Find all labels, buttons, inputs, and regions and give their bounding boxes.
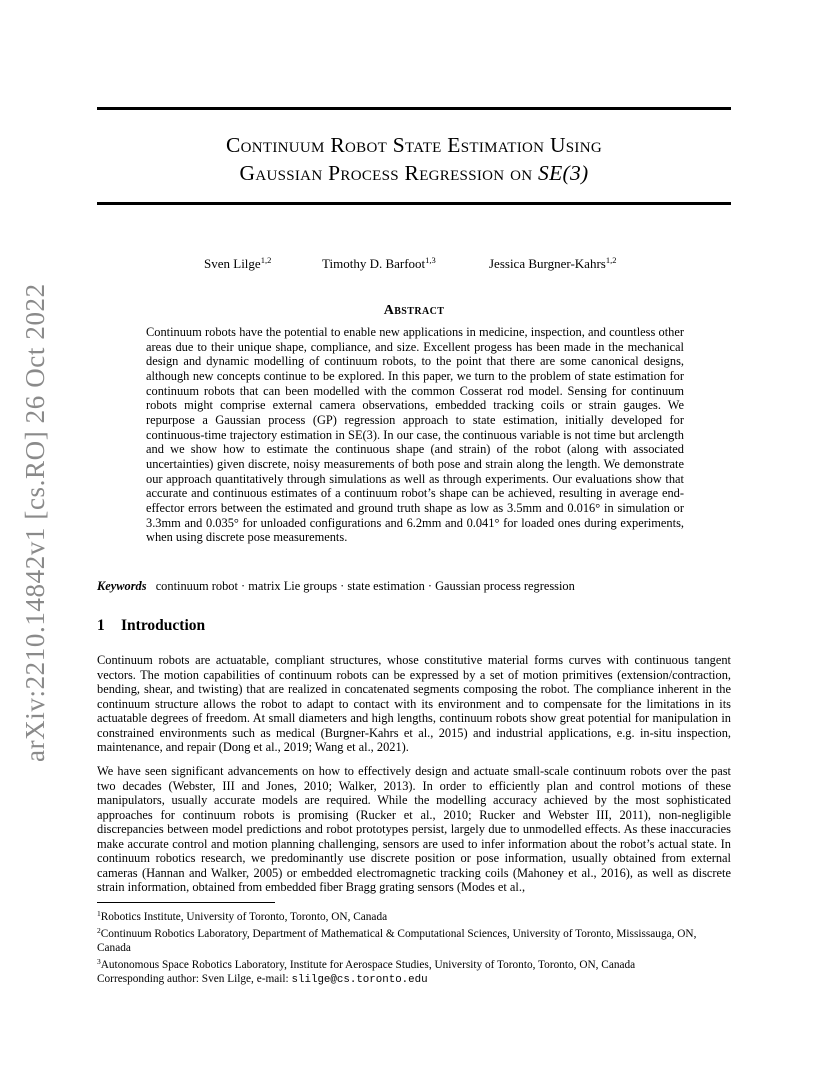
abstract-heading: Abstract [383, 303, 445, 318]
title-line-1: Continuum Robot State Estimation Using [226, 133, 602, 157]
corresponding-author: Corresponding author: Sven Lilge, e-mail: slilge@cs.toronto.edu [97, 972, 428, 986]
footnote-3: $^3$Autonomous Space Robotics Laboratory, Institute for Aerospace Studies, University of Toronto, Toronto, ON, Canada [97, 957, 636, 972]
title-bottom-rule [97, 202, 731, 205]
email-link[interactable]: slilge@cs.toronto.edu [291, 973, 428, 986]
keywords-label: Keywords [97, 579, 147, 593]
intro-paragraph-2: We have seen significant advancements on how to effectively design and actuate small-scale continuum robots over the past two decades (Webster, III and Jones, 2010; Walker, 2013). In order to efficiently plan and control motions of these manipulators, usually accurate models are required. While the modelling accuracy achieved by the most sophisticated approaches for continuum robots is promising (Rucker et al., 2010; Rucker and Webster III, 2011), non-negligible discrepancies between model predictions and robot prototypes persist, largely due to unmodelled effects. As these inaccuracies make accurate control and motion planning challenging, sensors are used to infer information about the robot’s actual state. In continuum robotics research, we predominantly use discrete position or pose information, usually obtained from external cameras (Hannan and Walker, 2005) or embedded electromagnetic tracking coils (Mahoney et al., 2016), as well as discrete strain information, obtained from embedded fiber Bragg grating sensors (Modes et al., [97, 764, 731, 895]
arxiv-stamp: arXiv:2210.14842v1 [cs.RO] 26 Oct 2022 [20, 283, 50, 762]
title-line-2: Gaussian Process Regression on SE(3) [239, 161, 589, 185]
paper-title [97, 131, 731, 187]
footnote-2: $^2$Continuum Robotics Laboratory, Department of Mathematical & Computational Sciences, University of Toronto, Mississauga, ON, Canada [97, 926, 697, 954]
keywords-text: continuum robot · matrix Lie groups · state estimation · Gaussian process regression [155, 579, 575, 593]
title-math: SE(3) [538, 161, 589, 185]
title-top-rule [97, 107, 731, 110]
footnotes [97, 907, 733, 987]
author-barfoot: Timothy D. Barfoot$^{1,3}$ [322, 255, 436, 271]
author-burgner-kahrs: Jessica Burgner-Kahrs$^{1,2}$ [489, 255, 617, 271]
section-title: Introduction [121, 617, 206, 634]
section-number: 1 [97, 617, 105, 634]
footnote-1: $^1$Robotics Institute, University of Toronto, Toronto, ON, Canada [97, 909, 388, 923]
abstract-text: Continuum robots have the potential to enable new applications in medicine, inspection, and countless other areas due to their unique shape, compliance, and size. Excellent progess has been made in the mechanical design and dynamic modelling of continuum robots, to the point that there are some canonical designs, although new concepts continue to be explored. In this paper, we turn to the problem of state estimation for continuum robots that can been modelled with the common Cosserat rod model. Sensing for continuum robots might comprise external camera observations, embedded tracking coils or strain gauges. We repurpose a Gaussian process (GP) regression approach to state estimation, initially developed for continuous-time trajectory estimation in SE(3). In our case, the continuous variable is not time but arclength and we show how to estimate the continuous shape (and strain) of the robot (along with associated uncertainties) given discrete, noisy measurements of both pose and strain along the length. We demonstrate our approach quantitatively through simulations as well as through experiments. Our evaluations show that accurate and continuous estimates of a continuum robot’s shape can be achieved, resulting in average end-effector errors between the estimated and ground truth shape as low as 3.5mm and 0.016° in simulation or 3.3mm and 0.035° for unloaded configurations and 6.2mm and 0.041° for loaded ones during experiments, when using discrete pose measurements. [146, 325, 684, 545]
author-lilge: Sven Lilge$^{1,2}$ [204, 255, 272, 271]
footnote-rule [97, 902, 275, 903]
intro-paragraph-1: Continuum robots are actuatable, compliant structures, whose constitutive material forms curves with continuous tangent vectors. The motion capabilities of continuum robots can be expressed by a set of motion primitives (extension/contraction, bending, shear, and twisting) that are realized in concatenated segments composing the robot. The compliance inherent in the continuum structure allows the robot to adapt to contact with its environment and to compensate for the limitations in its actuatable degrees of freedom. At small diameters and high lengths, continuum robots show great potential for manipulation in constrained environments such as medical (Burgner-Kahrs et al., 2015) and industrial applications, e.g. in-situ inspection, maintenance, and repair (Dong et al., 2019; Wang et al., 2021). [97, 653, 731, 755]
section-heading [97, 617, 205, 635]
keywords [97, 579, 737, 594]
